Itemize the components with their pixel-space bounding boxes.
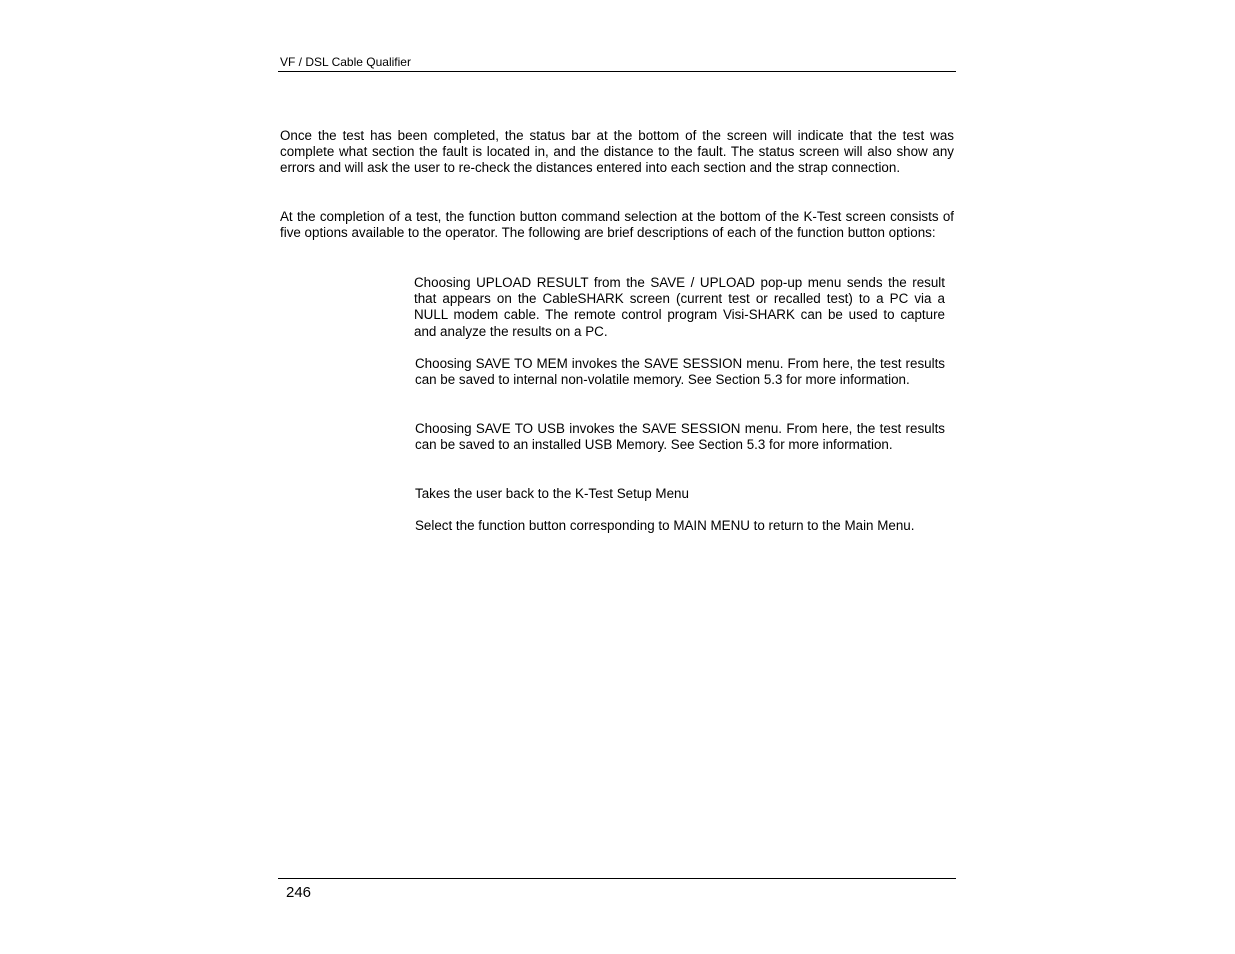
option-save-to-usb-description: Choosing SAVE TO USB invokes the SAVE SESSION menu. From here, the test results can be saved to an installed USB Memory. See Section 5.3 for more information.: [415, 421, 945, 453]
option-save-to-mem-description: Choosing SAVE TO MEM invokes the SAVE SESSION menu. From here, the test results can be saved to internal non-volatile memory. See Section 5.3 for more information.: [415, 356, 945, 388]
paragraph-function-options-intro: At the completion of a test, the function button command selection at the bottom of the K-Test screen consists of five options available to the operator. The following are brief descriptions of each of the function button options:: [280, 209, 954, 241]
option-back-description: Takes the user back to the K-Test Setup Menu: [415, 486, 689, 501]
footer-divider: [278, 878, 956, 879]
header-divider: [278, 71, 956, 72]
option-upload-result-description: Choosing UPLOAD RESULT from the SAVE / UPLOAD pop-up menu sends the result that appears on the CableSHARK screen (current test or recalled test) to a PC via a NULL modem cable. The remote control program Visi-SHARK can be used to capture and analyze the results on a PC.: [414, 275, 945, 339]
paragraph-test-completion: Once the test has been completed, the status bar at the bottom of the screen will indicate that the test was complete what section the fault is located in, and the distance to the fault. The status screen will also show any errors and will ask the user to re-check the distances entered into each section and the strap connection.: [280, 128, 954, 176]
page-header-title: VF / DSL Cable Qualifier: [280, 55, 411, 69]
option-main-menu-description: Select the function button corresponding to MAIN MENU to return to the Main Menu.: [415, 518, 915, 533]
page-number: 246: [286, 884, 312, 901]
